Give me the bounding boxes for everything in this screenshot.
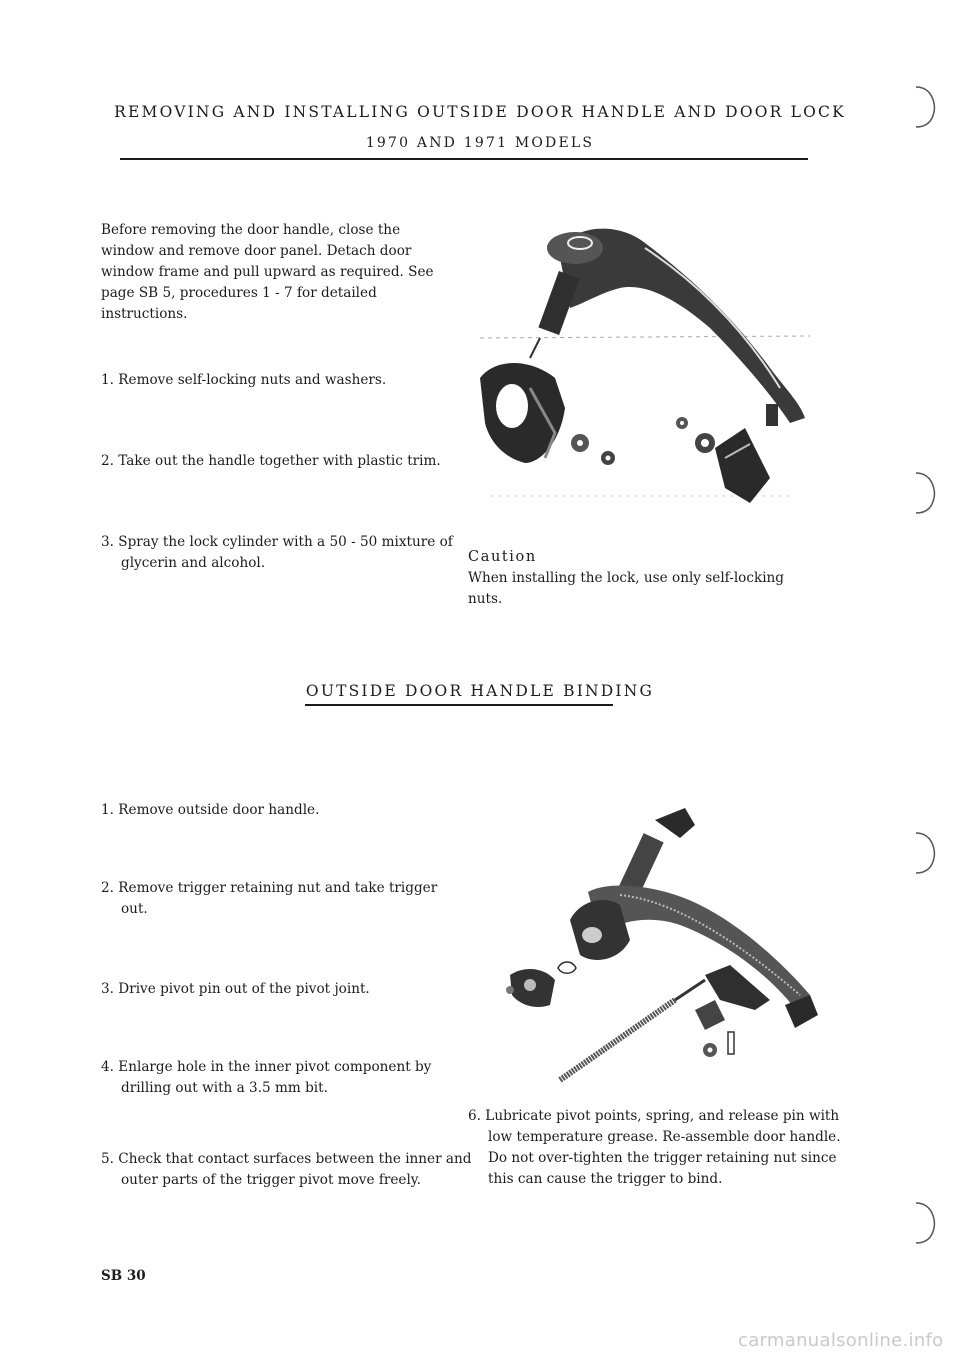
- door-handle-lock-illustration: [470, 218, 820, 516]
- binder-hole-mark: [912, 1200, 938, 1246]
- binding-step-2: 2. Remove trigger retaining nut and take trigger out.: [101, 880, 438, 917]
- step-3: 3. Spray the lock cylinder with a 50 - 50 mixture of glycerin and alcohol.: [101, 534, 453, 571]
- binding-step-6: 6. Lubricate pivot points, spring, and release pin with low temperature grease. Re-assemble door handle. Do not over-tighten the trigger retaining nut since this can cause the trigger to bind.: [468, 1108, 841, 1187]
- binder-hole-mark: [912, 84, 938, 130]
- binding-step-1: 1. Remove outside door handle.: [101, 802, 320, 818]
- page-title: REMOVING AND INSTALLING OUTSIDE DOOR HANDLE AND DOOR LOCK: [114, 103, 846, 121]
- watermark: carmanualsonline.info: [738, 1330, 944, 1351]
- page-number: SB 30: [101, 1268, 146, 1284]
- section-rule: [305, 704, 613, 706]
- page-subtitle: 1970 AND 1971 MODELS: [365, 135, 595, 151]
- binding-step-4: 4. Enlarge hole in the inner pivot component by drilling out with a 3.5 mm bit.: [101, 1059, 432, 1096]
- step-2: 2. Take out the handle together with plastic trim.: [101, 453, 441, 469]
- binding-step-3: 3. Drive pivot pin out of the pivot joint.: [101, 981, 370, 997]
- binder-hole-mark: [912, 830, 938, 876]
- section-title: OUTSIDE DOOR HANDLE BINDING: [305, 682, 655, 700]
- caution-heading: Caution: [468, 549, 537, 565]
- intro-paragraph: Before removing the door handle, close the window and remove door panel. Detach door window frame and pull upward as required. See page SB 5, procedures 1 - 7 for detailed instructions.: [101, 222, 434, 322]
- header-rule: [120, 158, 808, 160]
- handle-binding-illustration: [470, 800, 825, 1100]
- step-1: 1. Remove self-locking nuts and washers.: [101, 372, 387, 388]
- binding-step-5: 5. Check that contact surfaces between the inner and outer parts of the trigger pivot move freely.: [101, 1151, 472, 1188]
- binder-hole-mark: [912, 470, 938, 516]
- caution-text: When installing the lock, use only self-locking nuts.: [468, 570, 785, 607]
